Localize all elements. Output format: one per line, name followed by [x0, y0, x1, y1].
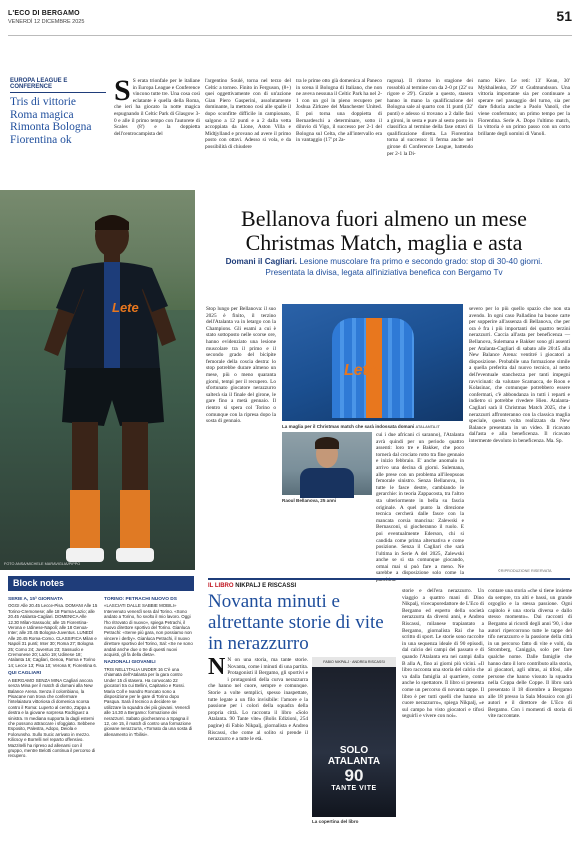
bn-sub-torino: TORINO: PETRACHI NUOVO DS	[104, 597, 177, 602]
teaser-box	[10, 78, 106, 146]
bn-sub-serie-a: SERIE A, 15ª GIORNATA	[8, 597, 63, 602]
book-cover-title-line3: TANTE VITE	[331, 785, 377, 792]
teaser-title: Tris di vittorie Roma magica Rimonta Bologna Fiorentina ok	[10, 96, 92, 146]
top-column-3: tra le prime otto già domenica al Paneco in scena il Bologna di Italiano, che non ne aveva nessuna il Celtic Park ha nel 2-1 con un gol in pieno recupero per Joshua Zirkzee del Manchester United. E poi torna una doppietta di Bernardeschi a determinare, sotto il diluvio di Vigo, il successo per 2-1 del Bologna sul Celta, che all'intervallo era in vantaggio (17' pt 2a-	[296, 78, 382, 144]
page-number: 51	[556, 8, 572, 24]
article-column-4: severo per lo più quello spazio che non sta avendo. In ogni caso Palladino ha buone carte per sopperire all'assenza di Bellanova, che per ora è fra i più importanti dei quattro terzini nerazzurri. Caccia all'asta per beneficenza — Bellanova, Sulemana e Bakker sono gli assenti per Atalanta-Cagliari di sabato alle 20:45 alla New Balance Arena: ventitré i giocatori a disposizione. Probabile una formazione simile a quella preferita dal nuovo tecnico, al netto dell'eventuale stanchezza per tanti impegni ravvicinati: da valutare Scamacca, de Roon e Kolasinac, che comunque potrebbero essere confermati, c'è abbondanza in tutti i reparti e indietro si potrebbe rivedere Hien. Atalanta-Cagliari sarà il Christmas Match 2025, che i nerazzurri affronteranno con la classica maglia speciale, questa volta realizzata da New Balance presentata in un video. Il ricavato dall'asta e alla beneficenza. Il ricavato intermente devoluto in beneficenza. Ma. Sp.	[469, 306, 570, 444]
raoul-bellanova-photo	[282, 432, 372, 495]
book-column-1	[208, 654, 308, 841]
top-column-4: ragona). Il ritorno in stagione dei rossoblù al termine con da 2-0 pt (22' su rigore e 29'). Grazie a questo, stasera hanno in mano la qualificazione del Bologna sale al quarto con 11 punti (32' punti) e adesso si trovano a 2 dalle fasi a gironi, in sesta e pure al sesto posto in classifica al termine della fase ottavi di qualificazione diretta. La Fiorentina torna al successo: li ferma anche nel girone di Conference League, battendo per 2-1 la Di-	[387, 78, 473, 157]
jersey-caption	[282, 424, 463, 429]
book-kicker-tag: IL LIBRO	[208, 583, 234, 589]
book-column-3: contare una storia «che si tiene insieme da sempre, tra alti e bassi, un grande orgoglio e la stessa passione. Ogni capitolo è una storia diversa e dallo stesso momento». Dai racconti di Bergamo ai ricordi degli anni '90, i due autori ripercorrono tutte le tappe del tifo nerazzurro e la passione della città in un percorso fatto di vite e volti, da Stromberg, Caniggia, solo per fare qualche nome. Dalle famiglie che hanno dato il loro contributo alla storia, ai giocatori, agli ultras, ai tifosi, alle persone che hanno vissuto la squadra nella Coppa delle Coppe. Il libro sarà presentato il 18 dicembre a Bergamo alle 18 presso la Sala Mosaico con gli autori e il direttore de L'Eco di Bergamo. Con i momenti di storia di vite raccontate.	[488, 588, 572, 720]
raoul-hair	[315, 437, 339, 449]
hero-player-photo	[0, 190, 195, 570]
book-column-2: storie e dell'era nerazzurro. Un viaggio a quattro mani di Dino Nikpalj, vicecaporedattore de L'Eco di Bergamo ed esperto della società nerazzurra da diversi anni, e Andrea Riscassi, milanese trapiantato a Bergamo, giornalista Rai che ha scritto di sport. Le storie sono raccolte in una sequenza ideale di 90 episodi, dal calcio dei campi del passato e di quando l'Atalanta era nei campi dalla B alla A, fino ai giorni più vicini. «Il libro racconta una storia del calcio che va dalla famiglia al quartiere, come anche lo spettatore. Il libro si presenta come un percorso di novanta tappe. Il libro è per tutti quelli che hanno un cuore nerazzurro», spiega Nikpalj, «e sul campo ho visto giocatori e tifosi seguirli e vivere con noi».	[402, 588, 484, 720]
player-illustration	[0, 190, 195, 570]
bn-sub-nazionali: NAZIONALI GIOVANILI	[104, 660, 156, 666]
book-cover-caption: La copertina del libro	[312, 819, 359, 824]
newspaper-name: L'ECO DI BERGAMO	[8, 10, 80, 17]
top-column-5: namo Kiev. Le reti: 13' Kean, 30' Mykhailenko, 29' st Gudmundsson. Una vittoria importante sia per continuare a sperare nel passaggio del turno, sia per dare fiducia anche a Paolo Vanoli, che viene confermato; un primo tempo per la Fiorentina. Serie A. Dopo l'ultimo match, la vittoria è un primo passo con un corto brillante degli uomini di Vanoli.	[478, 78, 570, 137]
bn-sub-cagliari: QUI CAGLIARI	[8, 671, 42, 677]
article-column-1: Stop lungo per Bellanova: il suo 2025 è finito, il terzino dell'Atalanta va in letargo con la Champions. Gli esami a cui è stato sottoposto nelle scorse ore, hanno evidenziato una lesione muscolare tra il primo e il secondo grado del bicipite femorale della coscia destra: lo stop potrebbe durare almeno un mese, più o meno quaranta giorni, tempi per il recupero. Lo sfortunato giocatore nerazzurro salterà sia il finale del girone, le gare fino a metà gennaio. Il rientro si spera col Torino o comunque con la ripresa dopo la sosta di gennaio.	[206, 306, 276, 425]
book-cover-authors: FABIO NIKPALJ · ANDREA RISCASSI	[312, 657, 396, 667]
book-cover-title-line1: SOLO ATALANTA	[327, 745, 381, 767]
block-notes-right-column	[104, 594, 194, 737]
hero-photo-credit: FOTO ANSA/MICHELE MARAVIGLIA/PIPPO	[4, 562, 81, 566]
jersey-credit: ATALANTA.IT	[415, 425, 440, 429]
issue-date: VENERDÌ 12 DICEMBRE 2025	[8, 19, 85, 25]
raoul-body	[300, 468, 354, 498]
raoul-caption: Raoul Bellanova, 25 anni	[282, 498, 337, 503]
deck-text: Lesione muscolare fra primo e secondo grado: stop di 30-40 giorni. Presentata la divisa, legata all'iniziativa benefica con Bergamo Tv	[265, 257, 543, 277]
teaser-kicker: EUROPA LEAGUE E CONFERENCE	[10, 78, 106, 93]
book-kicker-authors: NIKPALJ E RISCASSI	[235, 583, 297, 589]
top-column-1-text: S erata trionfale per le italiane in Europa League e Conference vincono tutte tre. Una cosa così eclatante è quella della Roma, che ieri ha giocato la notte magica espugnando il Celtic Park di Glasgow 3-0 e alle il primo tempo con l'autorete di Scales (8') e la doppietta dell'centrocampista del	[114, 78, 200, 137]
copyright-note: ©RIPRODUZIONE RISERVATA	[498, 569, 552, 573]
dropcap: S	[114, 74, 131, 107]
hero-shirt-sponsor: Lete	[112, 300, 139, 315]
top-column-2: l'argentino Soulé, torna nel terzo del Celtic a torneo. Finito in Ferguson, (8+) quei oggettivamente con di un'azione Gian Piero Gasperini, assolutamente dominante, la mettono così alle spalle il dopo sconfitte difficile in campionato, salgono a 12 punti e a 2 dalla vetta accoppiata da Lione, Aston Villa e Midtjylland e provano ad avere il primo posto con ottavi. Adesso si vola, e da possibilità di chiudere	[205, 78, 291, 150]
book-column-1-text: N on una storia, ma tante storie. Novanta, come i minuti di una partita. Protagonisti il Bergamo, gli sportivi e i protagonisti della curva nerazzurra che hanno nel cuore, sempre e comunque. Storie a volte semplici, spesso inaspettate, tutte legate a un filo invisibile: l'amore e la passione per i colori della squadra della propria città. Lo racconta il libro «Solo Atalanta. 90 Tante vite» (Bolis Edizioni, 254 pagine) di Fabio Nikpalj, giornalista e Andrea Riscassi, che come al solito si prende il nerazzurro e a tutte le età.	[208, 657, 308, 743]
article-column-3: cui i due africani ci saranno), l'Atalanta avrà quindi per un periodo quattro assenti: loro tre e Bakker, che poco tornerà dal crociato rotto tra fine gennaio e inizio febbraio. E' anche anomalo in arrivo una decina di giorni. Sulemana, alle prese con un problema all'ileopsoas femorale sinistro. Senza Bellanova, in tutte le fasce destre, cambiando le gerarchie: in teoria Zappacosta, tra l'altro sta ulteriormente in bella su fascia originale. A quel punto la direzione tecnica cercherà dalle fasce con la mancata corsia mancina: Zalewski e Bernasconi, si giocheranno il ruolo. E poi eventualmente Ederson, chi si candida come prima alternativa e come posizione. Senza il Cagliari che sarà l'ultima in Serie A del 2025, Zalewski anche se si sta comunque giocando, ormai mai si può fare a meno. Ne sarebbe a disposizione solo come la panchina.	[376, 432, 464, 584]
bn-text-cagliari: A BERGAMO SENZA MINA Cagliari ancora senza Mina per il match di domani alla New Balance Arena. Senza il colombiano, la Pisacane non trova che confermare l'intelaiatura vittoriosa di domenica scorsa contro il Roma: Luperto al centro, Zappa a destra e la giovane sorpresa Rodriguez a sinistra. In mediana supporta la dagli esterni che possono attraccare i sfoggiato. Sebbene Esposito, Palestra, Adopo, Deiola e Folorunsho. Sullo Sucic arrivato in mezzo. Kilicsoy e Borrelli nel reparto offensivo. Mazzitelli ha ripreso ad allenarsi con il gruppo, mentre Belotti continua il percorso di recupero.	[8, 677, 96, 759]
block-notes-header: Block notes	[8, 576, 194, 591]
book-article-title: Novanta minuti e altrettante storie di vite in nerazzurro	[208, 591, 384, 654]
book-cover	[312, 657, 396, 817]
bn-text-nazionali: TRIS NELL'ITALIA UNDER 16 C'è una chiamata dell'Atalanta per la gara contro Under 15 di stasera. Ha convocato 22 giocatori tra cui Bellini, Capitanio e Rossi. Maria Coll e Ivandro Roncato sono a disposizione per le gare di Torino dopo Pasqua. Sarà il tecnico a decidere se utilizzare la squadra dei più giovani. Venerdì alle 14.30 a Bergamo: formazione dei nerazzurri. Sabato giocheranno a Spagna il 12, ore 15, il match di contro una formazione giovane nerazzurra, «Tornato da una sosta di allenamento in Tbilisi».	[104, 666, 193, 737]
book-cover-title-number: 90	[344, 766, 364, 785]
book-dropcap: N	[208, 654, 226, 680]
masthead	[8, 6, 572, 36]
bn-text-torino: «LASCIATI DALLE SABBIE MOBILI» Intervenuto venerdì sera dal Torino. «Sono andato a Torino, ho svolto il mio lavoro. Oggi l'ho ritrovato di nuovo», spiega Petrachi, il nuovo direttore sportivo del Torino. Gianluca Petrachi: «Serve più gara, non possiamo non vincere i derby». Gianluca Petrachi, il nuovo direttore sportivo del Torino, Sal: «Se ne sono andati anche due o tre di questi nuovi acquisti, gli fa della dieta».	[104, 603, 193, 658]
block-notes-left-column	[8, 594, 98, 759]
headline-deck	[206, 257, 562, 278]
main-headline: Bellanova fuori almeno un mese Christmas Match, maglia e asta	[241, 206, 527, 255]
christmas-jersey-photo	[282, 304, 463, 421]
block-notes-body	[8, 594, 194, 842]
jersey-sponsor: Lete	[344, 362, 377, 379]
jersey-caption-text: La maglia per il Christmas match che sarà indossata domani	[282, 424, 415, 429]
book-cover-title	[316, 745, 392, 793]
bn-text-serie-a: OGGI Alle 20.45 Lecce-Pisa. DOMANI Alle 15 Torino-Cremonese; alle 18 Parma-Lazio; alle 20.45 Atalanta-Cagliari. DOMENICA Alle 12.30 Milan-Sassuolo; alle 15 Fiorentina-Verona e Udinese-Napoli; alle 18 Genoa-Inter; alle 20.45 Bologna-Juventus. LUNEDÌ Alle 20.45 Roma-Como. CLASSIFICA Milan e Napoli 31 punti; Inter 30; Roma 27; Bologna 25; Como 24; Juventus 23; Sassuolo e Cremonese 20; Lazio 19; Udinese 18; Atalanta 16; Cagliari, Genoa, Parma e Torino 14; Lecce 13; Pisa 10; Verona 9; Fiorentina 6.	[8, 603, 98, 668]
deck-lead: Domani il Cagliari.	[225, 257, 298, 266]
top-column-1	[114, 74, 200, 182]
